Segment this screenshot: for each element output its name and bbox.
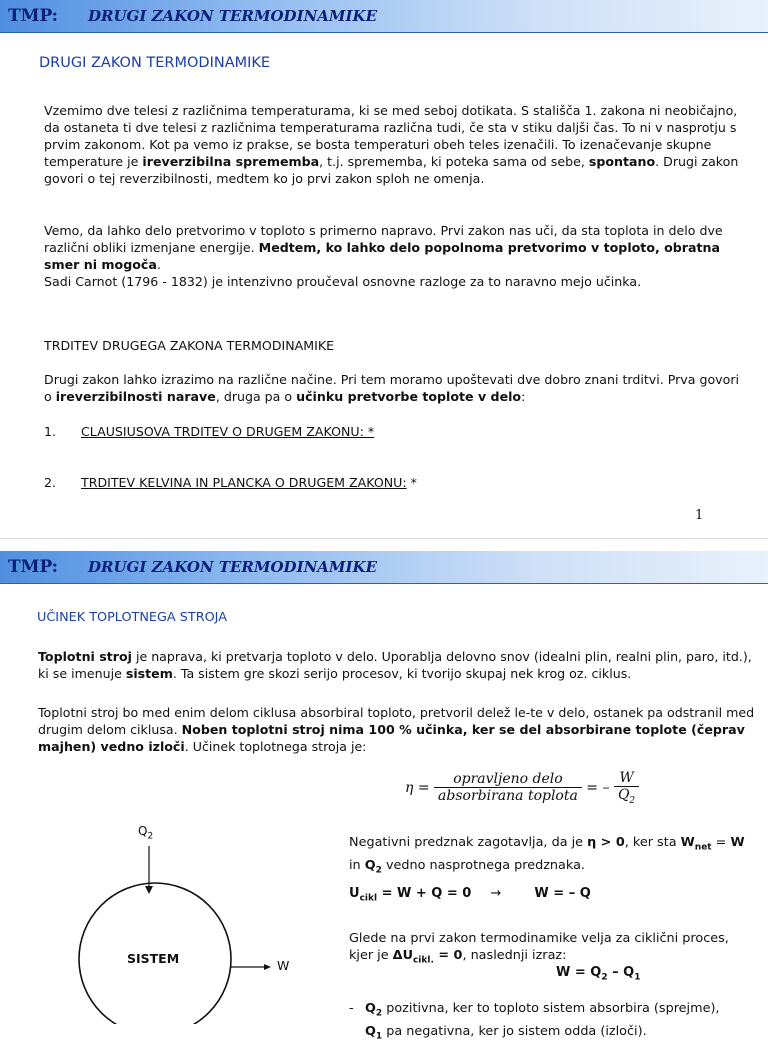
q2-label: $Q_2$: [138, 824, 154, 842]
slide-2: [0, 551, 768, 1042]
clausius-statement-link[interactable]: CLAUSIUSOVA TRDITEV O DRUGEM ZAKONU: *: [81, 424, 375, 439]
q-sign-list: [349, 1000, 759, 1045]
system-label: SISTEM: [127, 951, 180, 966]
efficiency-formula: η = $\frac{\text{opravljeno delo}}{\text{absorbirana toplota}}$ = – $\frac{W}{Q_2}$: [405, 770, 639, 806]
paragraph-heat-engine: Toplotni stroj je naprava, ki pretvarja toploto v delo. Uporablja delovno snov (idealni plin, realni plin, paro, itd.), ki se imenuje sistem. Ta sistem gre skozi serijo procesov, ki tvorijo skupaj nek krog oz. ciklus.: [38, 649, 752, 681]
w-label: W: [277, 958, 290, 973]
work-heat-equation: $W = Q_2 - Q_1$: [556, 965, 641, 983]
paragraph-statements: Drugi zakon lahko izrazimo na različne načine. Pri tem moramo upoštevati dve dobro znani trditvi. Prva govori o ireverzibilnosti narave, druga pa o učinku pretvorbe toplote v delo:: [44, 372, 740, 404]
sign-note: Negativni predznak zagotavlja, da je η > 0, ker sta $W_{net} = W$ in $Q_2$ vedno nasprotnega predznaka.: [349, 835, 745, 876]
section-title: UČINEK TOPLOTNEGA STROJA: [37, 610, 227, 625]
header-title: DRUGI ZAKON TERMODINAMIKE: [88, 558, 378, 576]
list-item: - $Q_2$ pozitivna, ker to toploto sistem absorbira (sprejme),: [349, 1001, 720, 1019]
subheading: TRDITEV DRUGEGA ZAKONA TERMODINAMIKE: [44, 338, 335, 353]
header-tmp: TMP:: [8, 6, 58, 26]
work-output-arrowhead: [264, 964, 271, 970]
paragraph-efficiency: Toplotni stroj bo med enim delom ciklusa absorbiral toploto, pretvoril delež le-te v delo, ostanek pa odstranil med drugim delom ciklusa. Noben toplotni stroj nima 100 % učinka, ker se del absorbirane toplote (čeprav majhen) vedno izloči. Učinek toplotnega stroja je:: [38, 705, 755, 754]
page-number: 1: [695, 508, 704, 523]
section-title: DRUGI ZAKON TERMODINAMIKE: [39, 55, 271, 71]
list-item: $Q_1$ pa negativna, ker jo sistem odda (izloči).: [365, 1023, 647, 1042]
header-tmp: TMP:: [8, 557, 58, 577]
first-law-note: Glede na prvi zakon termodinamike velja za ciklični proces, kjer je $\Delta U_{cikl.} = 0$, naslednji izraz:: [349, 931, 729, 966]
cycle-energy-equation: $U_{cikl} = W + Q = 0 \to W$ = – Q: [349, 886, 591, 904]
list-item: 1. CLAUSIUSOVA TRDITEV O DRUGEM ZAKONU: *: [44, 424, 375, 439]
header-title: DRUGI ZAKON TERMODINAMIKE: [88, 7, 378, 25]
paragraph-work-heat: Vemo, da lahko delo pretvorimo v toploto s primerno napravo. Prvi zakon nas uči, da sta toplota in delo dve različni obliki izmenjane energije. Medtem, ko lahko delo popolnoma pretvorimo v toploto, obratna smer ni mogoča. Sadi Carnot (1796 - 1832) je intenzivno proučeval osnovne razloge za to naravno mejo učinka.: [44, 223, 723, 289]
heat-input-arrowhead: [145, 886, 153, 894]
system-diagram: [70, 841, 310, 1024]
page-separator: [0, 538, 768, 552]
paragraph-irreversibility: Vzemimo dve telesi z različnima temperaturama, ki se med seboj dotikata. S stališča 1. zakona ni neobičajno, da ostaneta ti dve telesi z različnima temperaturama različna tudi, če sta v stiku daljši čas. To ni v nasprotju s prvim zakonom. Kot pa vemo iz prakse, se bosta temperaturi obeh teles izenačili. To izenačevanje skupne temperature je ireverzibilna sprememba, t.j. sprememba, ki poteka sama od sebe, spontano. Drugi zakon govori o tej reverzibilnosti, medtem ko jo prvi zakon sploh ne omenja.: [44, 103, 739, 186]
slide-header: [0, 0, 768, 33]
list-item: 2. TRDITEV KELVINA IN PLANCKA O DRUGEM ZAKONU: *: [44, 475, 417, 490]
kelvin-planck-statement-link[interactable]: TRDITEV KELVINA IN PLANCKA O DRUGEM ZAKONU:: [81, 475, 407, 490]
slide-header: [0, 551, 768, 584]
